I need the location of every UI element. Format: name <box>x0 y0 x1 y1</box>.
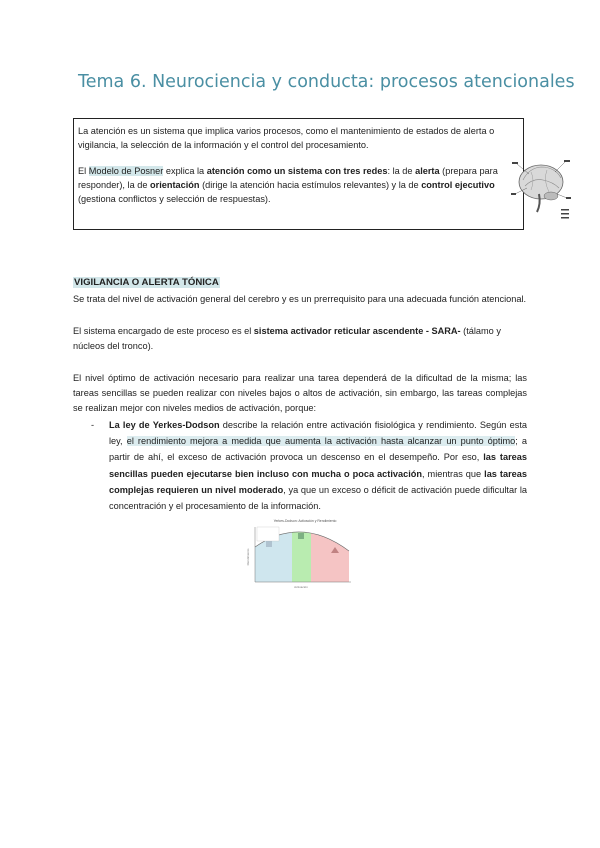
yerkes-dodson-chart <box>241 517 361 589</box>
brain-diagram-image <box>511 154 571 220</box>
yerkes-dodson-text: La ley de Yerkes-Dodson describe la relación entre activación fisiológica y rendimiento. Según esta ley, el rendimiento mejora a medida que aumenta la activación hasta alcanzar un punto óptimo; a partir de ahí, el exceso de activación provoca un descenso en el desempeño. Por eso, las tareas sencillas pueden ejecutarse bien incluso con mucha o poca activación, mientras que las tareas complejas requieren un nivel moderado, ya que un exceso o déficit de activación puede dificultar la concentración y el procesamiento de la información. <box>109 420 528 512</box>
chart-title: Yerkes-Dodson: Activación y Rendimiento <box>273 519 337 523</box>
page-title: Tema 6. Neurociencia y conducta: procesos atencionales <box>78 72 575 92</box>
section-paragraph-3: El nivel óptimo de activación necesario para realizar una tarea dependerá de la dificultad de la misma; las tareas sencillas se pueden realizar con niveles bajos o altos de activación, sin embargo, las tareas complejas se realizan mejor con niveles medios de activación, porque: <box>73 373 527 413</box>
x-axis-label: Activación <box>294 585 308 589</box>
section-paragraph-2: El sistema encargado de este proceso es el sistema activador reticular ascendente - SARA- (tálamo y núcleos del tronco). <box>73 326 501 351</box>
intro-box <box>73 118 524 230</box>
intro-paragraph: La atención es un sistema que implica varios procesos, como el mantenimiento de estados de alerta o vigilancia, la selección de la información y el control del procesamiento. <box>78 126 495 150</box>
posner-paragraph: El Modelo de Posner explica la atención como un sistema con tres redes: la de alerta (prepara para responder), la de orientación (dirige la atención hacia estímulos relevantes) y la de control ejecutivo (gestiona conflictos y selección de respuestas). <box>78 166 498 204</box>
optimal-point-highlight: el rendimiento mejora a medida que aumenta la activación hasta alcanzar un punto óptimo <box>126 436 516 447</box>
legend <box>257 527 279 541</box>
section-heading: VIGILANCIA O ALERTA TÓNICA <box>74 277 219 288</box>
posner-model-highlight: Modelo de Posner <box>88 166 164 176</box>
list-dash: - <box>91 420 95 430</box>
y-axis-label: Rendimiento <box>246 548 250 566</box>
section-paragraph-1: Se trata del nivel de activación general del cerebro y es un prerrequisito para una adecuada función atencional. <box>73 294 527 304</box>
